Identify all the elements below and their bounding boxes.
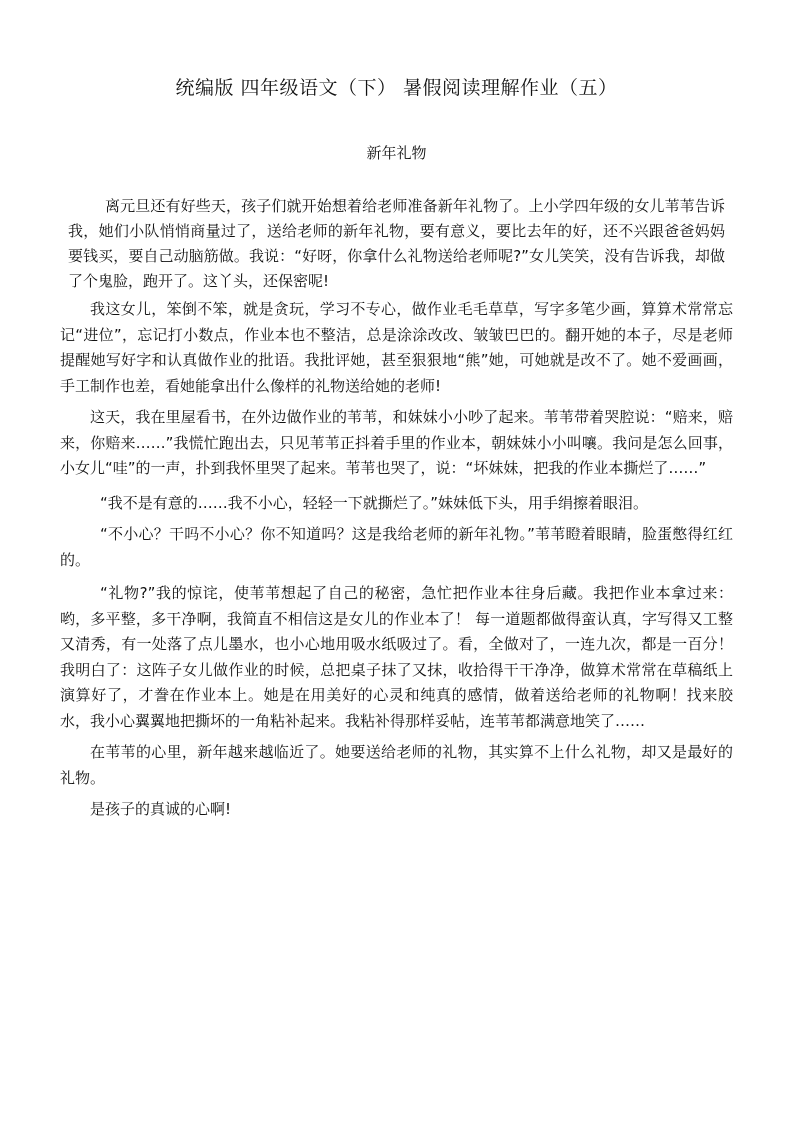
document-title: 统编版 四年级语文（下） 暑假阅读理解作业（五） [175, 77, 618, 99]
paragraph-7: 在苇苇的心里，新年越来越临近了。她要送给老师的礼物，其实算不上什么礼物，却又是最好的礼物。 [60, 743, 733, 787]
article-body [60, 194, 733, 823]
paragraph-6: “礼物?”我的惊诧，使苇苇想起了自己的秘密，急忙把作业本往身后藏。我把作业本拿过来：哟，多平整，多干净啊，我简直不相信这是女儿的作业本了！ 每一道题都做得蛮认真，字写得又工整又清秀，有一处落了点儿墨水，也小心地用吸水纸吸过了。看，全做对了，一连九次，都是一百分！ 我明白了：这阵子女儿做作业的时候，总把桌子抹了又抹，收拾得干干净净，做算术常常在草稿纸上演算好了，才誊在作业本上。她是在用美好的心灵和纯真的感情，做着送给老师的礼物啊！找来胶水，我小心翼翼地把撕坏的一角粘补起来。我粘补得那样妥帖，连苇苇都满意地笑了…… [60, 584, 733, 730]
paragraph-8: 是孩子的真诚的心啊! [90, 800, 232, 818]
paragraph-3: 这天，我在里屋看书，在外边做作业的苇苇，和妹妹小小吵了起来。苇苇带着哭腔说：“赔来，赔来，你赔来……”我慌忙跑出去，只见苇苇正抖着手里的作业本，朝妹妹小小叫嚷。我问是怎么回事，小女儿“哇”的一声，扑到我怀里哭了起来。苇苇也哭了，说：“坏妹妹，把我的作业本撕烂了……” [60, 408, 733, 477]
paragraph-1: 离元旦还有好些天，孩子们就开始想着给老师准备新年礼物了。上小学四年级的女儿苇苇告诉我，她们小队悄悄商量过了，送给老师的新年礼物，要有意义，要比去年的好，还不兴跟爸爸妈妈要钱买，要自己动脑筋做。我说：“好呀，你拿什么礼物送给老师呢?”女儿笑笑，没有告诉我，却做了个鬼脸，跑开了。这丫头，还保密呢! [68, 197, 725, 290]
paragraph-2: 我这女儿，笨倒不笨，就是贪玩，学习不专心，做作业毛毛草草，写字多笔少画，算算术常常忘记“进位”，忘记打小数点，作业本也不整洁，总是涂涂改改、皱皱巴巴的。翻开她的本子，尽是老师提醒她写好字和认真做作业的批语。我批评她，甚至狠狠地“熊”她，可她就是改不了。她不爱画画，手工制作也差，看她能拿出什么像样的礼物送给她的老师! [60, 300, 733, 395]
paragraph-5: “不小心？干吗不小心？你不知道吗？这是我给老师的新年礼物。”苇苇瞪着眼睛，脸蛋憋得红红的。 [60, 525, 733, 569]
article-title: 新年礼物 [366, 144, 427, 162]
paragraph-4: “我不是有意的……我不小心，轻轻一下就撕烂了。”妹妹低下头，用手绢擦着眼泪。 [100, 493, 649, 512]
